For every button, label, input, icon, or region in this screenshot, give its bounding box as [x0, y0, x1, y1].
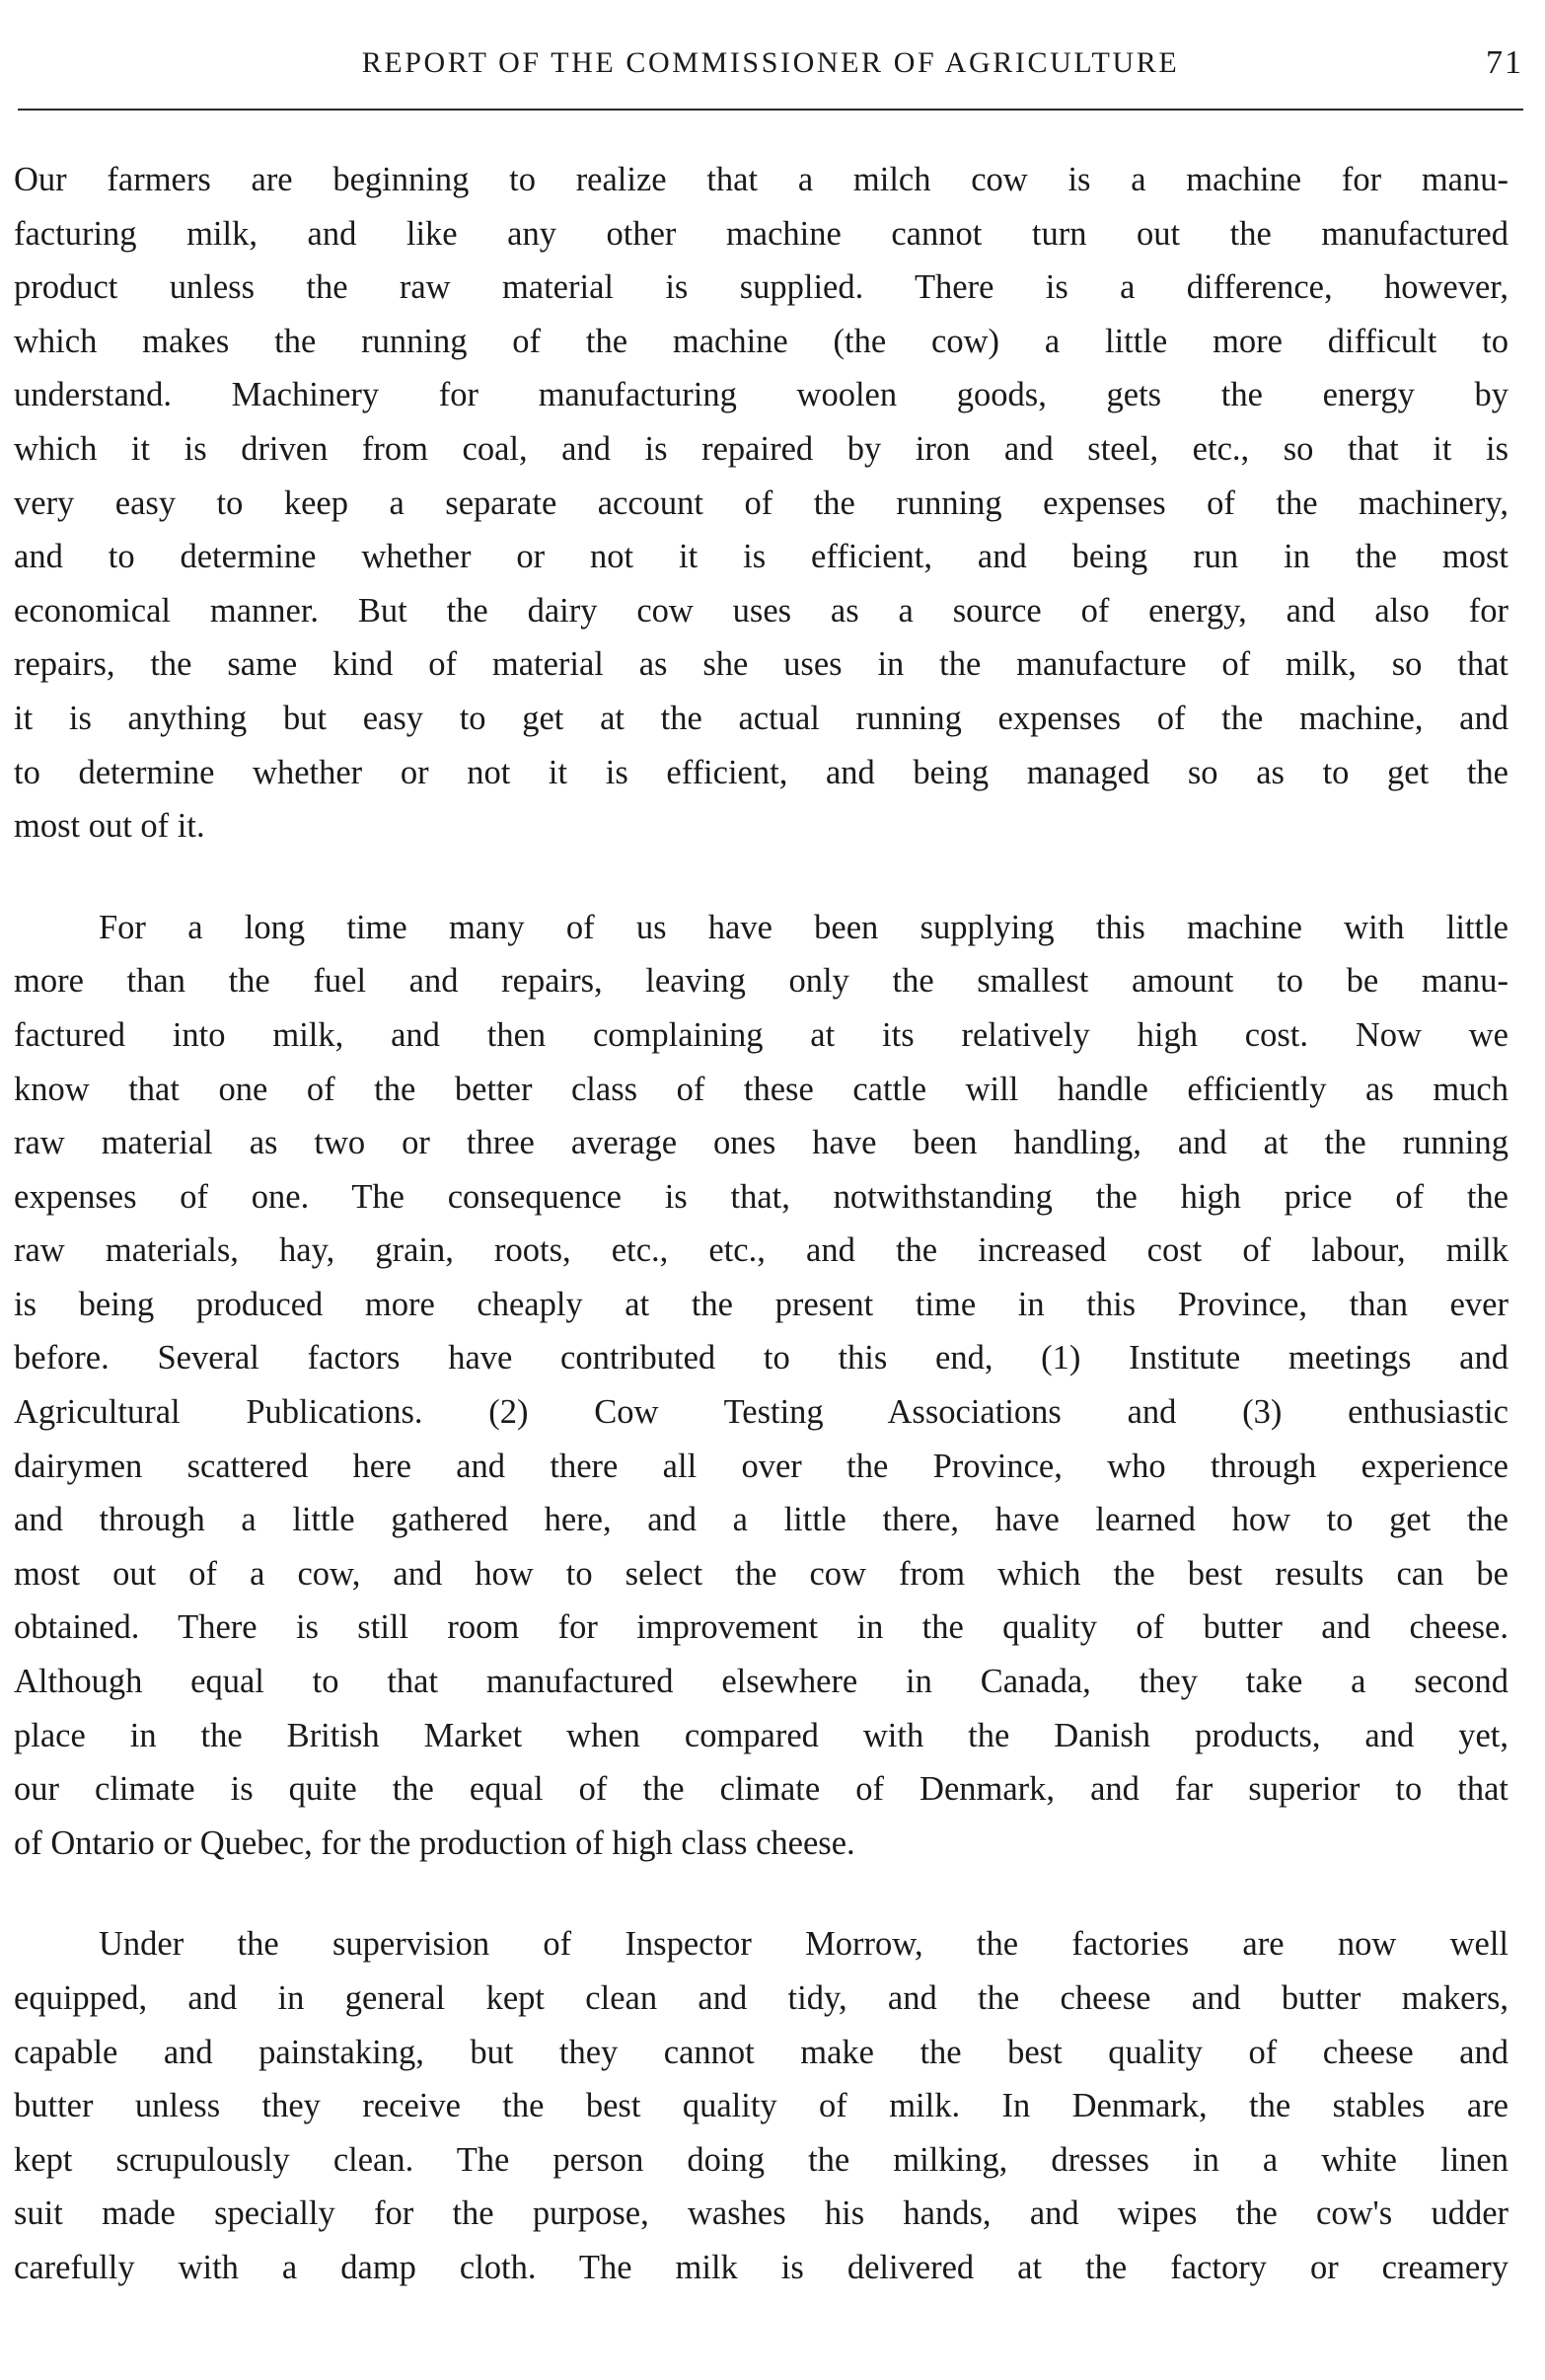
text-line: economical manner. But the dairy cow uses as a source of energy, and also for	[14, 591, 1508, 630]
text-line: Agricultural Publications. (2) Cow Testing Associations and (3) enthusiastic	[14, 1393, 1508, 1432]
paragraph-3	[14, 1917, 1508, 2294]
text-line: and through a little gathered here, and a little there, have learned how to get the	[14, 1501, 1508, 1539]
text-line: factured into milk, and then complaining at its relatively high cost. Now we	[14, 1015, 1508, 1054]
text-line: dairymen scattered here and there all over the Province, who through experience	[14, 1447, 1508, 1485]
text-line: more than the fuel and repairs, leaving only the smallest amount to be manu-	[14, 962, 1508, 1001]
running-head	[18, 43, 1523, 103]
text-line: obtained. There is still room for improvement in the quality of butter and cheese.	[14, 1608, 1508, 1647]
text-line: it is anything but easy to get at the actual running expenses of the machine, and	[14, 699, 1508, 737]
text-line: very easy to keep a separate account of the running expenses of the machinery,	[14, 483, 1508, 522]
text-line: capable and painstaking, but they cannot make the best quality of cheese and	[14, 2033, 1508, 2071]
text-line: is being produced more cheaply at the present time in this Province, than ever	[14, 1285, 1508, 1323]
text-line: most out of a cow, and how to select the cow from which the best results can be	[14, 1554, 1508, 1593]
text-line: to determine whether or not it is efficient, and being managed so as to get the	[14, 753, 1508, 791]
text-line: For a long time many of us have been supplying this machine with little	[99, 908, 1508, 946]
page-number: 71	[1486, 44, 1523, 81]
text-line: raw material as two or three average ones have been handling, and at the running	[14, 1124, 1508, 1162]
text-line: and to determine whether or not it is efficient, and being run in the most	[14, 538, 1508, 576]
text-line: before. Several factors have contributed to this end, (1) Institute meetings and	[14, 1339, 1508, 1377]
text-line: butter unless they receive the best quality of milk. In Denmark, the stables are	[14, 2087, 1508, 2125]
running-title: REPORT OF THE COMMISSIONER OF AGRICULTURE	[361, 46, 1180, 79]
text-line: Although equal to that manufactured elsewhere in Canada, they take a second	[14, 1663, 1508, 1701]
paragraph-2	[14, 901, 1508, 1871]
text-line: place in the British Market when compared with the Danish products, and yet,	[14, 1716, 1508, 1754]
text-line: carefully with a damp cloth. The milk is delivered at the factory or creamery	[14, 2248, 1508, 2286]
text-line: of Ontario or Quebec, for the production of high class cheese.	[14, 1823, 855, 1862]
text-line: product unless the raw material is supplied. There is a difference, however,	[14, 268, 1508, 307]
text-line: which it is driven from coal, and is repaired by iron and steel, etc., so that it is	[14, 429, 1508, 468]
text-line: most out of it.	[14, 807, 205, 846]
body-text	[14, 153, 1508, 2295]
text-line: Our farmers are beginning to realize that a milch cow is a machine for manu-	[14, 161, 1508, 198]
paragraph-1	[14, 153, 1508, 854]
header-rule	[18, 109, 1523, 111]
text-line: facturing milk, and like any other machine cannot turn out the manufactured	[14, 214, 1508, 253]
text-line: which makes the running of the machine (the cow) a little more difficult to	[14, 322, 1508, 360]
text-line: understand. Machinery for manufacturing woolen goods, gets the energy by	[14, 376, 1508, 414]
text-line: raw materials, hay, grain, roots, etc., etc., and the increased cost of labour, milk	[14, 1231, 1508, 1270]
text-line: repairs, the same kind of material as she uses in the manufacture of milk, so that	[14, 645, 1508, 684]
text-line: our climate is quite the equal of the climate of Denmark, and far superior to that	[14, 1770, 1508, 1809]
text-line: kept scrupulously clean. The person doing the milking, dresses in a white linen	[14, 2140, 1508, 2179]
text-line: equipped, and in general kept clean and tidy, and the cheese and butter makers,	[14, 1979, 1508, 2017]
text-line: know that one of the better class of these cattle will handle efficiently as much	[14, 1070, 1508, 1108]
text-line: Under the supervision of Inspector Morrow, the factories are now well	[99, 1925, 1508, 1964]
text-line: suit made specially for the purpose, washes his hands, and wipes the cow's udder	[14, 2194, 1508, 2233]
text-line: expenses of one. The consequence is that, notwithstanding the high price of the	[14, 1177, 1508, 1216]
